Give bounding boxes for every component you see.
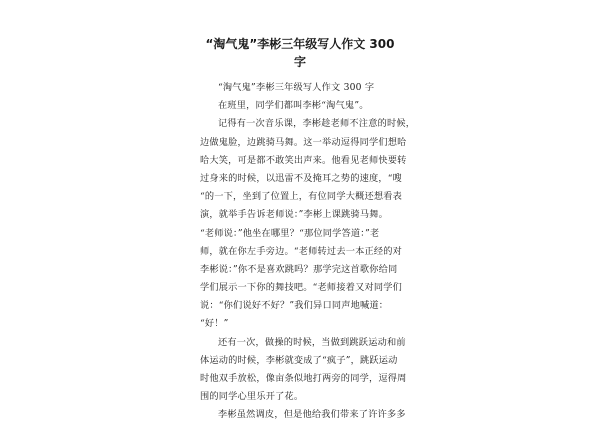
document-title-line-1: “淘气鬼”李彬三年级写人作文 300 xyxy=(205,37,395,51)
text-line: 过身来的时候，以迅雷不及掩耳之势的速度，“嗖 xyxy=(200,172,403,184)
document-title-line-2: 字 xyxy=(293,55,306,69)
text-line: 师，就在你左手旁边。“老师转过去一本正经的对 xyxy=(200,245,403,257)
text-line: 哈大笑，可是都不敢笑出声来。他看见老师快要转 xyxy=(200,154,407,166)
text-line: “的一下，坐到了位置上，有位同学大概还想看表 xyxy=(200,191,403,203)
text-line: 还有一次，做操的时候，当做到跳跃运动和前 xyxy=(218,336,406,348)
text-line: 边做鬼脸，边跳骑马舞。这一举动逗得同学们想哈 xyxy=(200,136,407,148)
text-line: 体运动的时候，李彬就变成了“疯子”，跳跃运动 xyxy=(200,354,398,366)
text-line: “淘气鬼”李彬三年级写人作文 300 字 xyxy=(218,82,375,93)
text-line: 说：“你们说好不好？”我们异口同声地喊道： xyxy=(200,300,389,312)
document-body xyxy=(200,79,416,425)
text-line: 演，就举手告诉老师说：”李彬上课跳骑马舞。 xyxy=(200,209,389,221)
text-line: 学们展示一下你的舞技吧。“老师接着又对同学们 xyxy=(200,282,403,294)
text-line: 李彬说：”你不是喜欢跳吗？那学完这首歌你给同 xyxy=(200,263,398,275)
text-line: 在班里，同学们都叫李彬“淘气鬼”。 xyxy=(218,100,369,112)
text-line: “好！” xyxy=(200,318,229,330)
text-line: “老师说：”他坐在哪里？“那位同学答道：”老 xyxy=(200,227,380,239)
text-line: 时他双手放松，像亩条似地打两旁的同学，逗得周 xyxy=(200,373,407,384)
text-line: 记得有一次音乐课，李彬趁老师不注意的时候， xyxy=(218,118,416,130)
text-line: 李彬虽然调皮，但是他给我们带来了许许多多 xyxy=(218,409,406,421)
text-line: 围的同学心里乐开了花。 xyxy=(200,391,304,403)
